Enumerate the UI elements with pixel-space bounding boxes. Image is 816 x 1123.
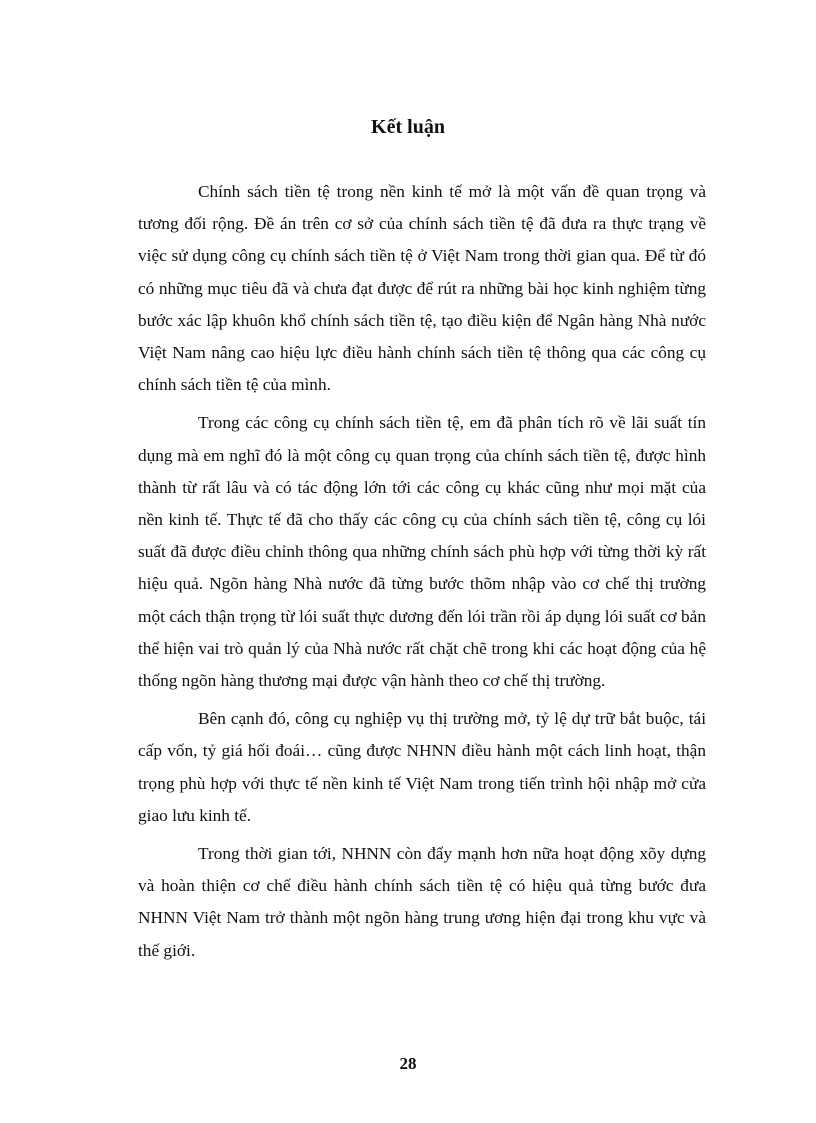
page-number: 28 [399,1054,417,1073]
body-text [138,176,706,973]
paragraph-3: Bên cạnh đó, công cụ nghiệp vụ thị trường mở, tỷ lệ dự trữ bắt buộc, tái cấp vốn, tỷ giá hối đoái… cũng được NHNN điều hành một cách linh hoạt, thận trọng phù hợp với thực tế nền kinh tế Việt Nam trong tiến trình hội nhập mở cửa giao lưu kinh tế. [138,709,706,825]
page-title: Kết luận [371,116,445,138]
paragraph-1: Chính sách tiền tệ trong nền kinh tế mở là một vấn đề quan trọng và tương đối rộng. Đề án trên cơ sở của chính sách tiền tệ đã đưa ra thực trạng về việc sử dụng công cụ chính sách tiền tệ ở Việt Nam trong thời gian qua. Để từ đó có những mục tiêu đã và chưa đạt được để rút ra những bài học kinh nghiệm từng bước xác lập khuôn khổ chính sách tiền tệ, tạo điều kiện để Ngân hàng Nhà nước Việt Nam nâng cao hiệu lực điều hành chính sách tiền tệ thông qua các công cụ chính sách tiền tệ của mình. [138,182,706,395]
paragraph-4: Trong thời gian tới, NHNN còn đẩy mạnh hơn nữa hoạt động xõy dựng và hoàn thiện cơ chế điều hành chính sách tiền tệ có hiệu quả từng bước đưa NHNN Việt Nam trở thành một ngõn hàng trung ương hiện đại trong khu vực và thế giới. [138,844,706,960]
paragraph-2: Trong các công cụ chính sách tiền tệ, em đã phân tích rõ về lãi suất tín dụng mà em nghĩ đó là một công cụ quan trọng của chính sách tiền tệ, được hình thành từ rất lâu và có tác động lớn tới các công cụ khác cũng như mọi mặt của nền kinh tế. Thực tế đã cho thấy các công cụ của chính sách tiền tệ, công cụ lói suất đã được điều chỉnh thông qua những chính sách phù hợp với từng thời kỳ rất hiệu quả. Ngõn hàng Nhà nước đã từng bước thõm nhập vào cơ chế thị trường một cách thận trọng từ lói suất thực dương đến lói trần rồi áp dụng lói suất cơ bản thể hiện vai trò quản lý của Nhà nước rất chặt chẽ trong khi các hoạt động của hệ thống ngõn hàng thương mại được vận hành theo cơ chế thị trường. [138,413,706,691]
